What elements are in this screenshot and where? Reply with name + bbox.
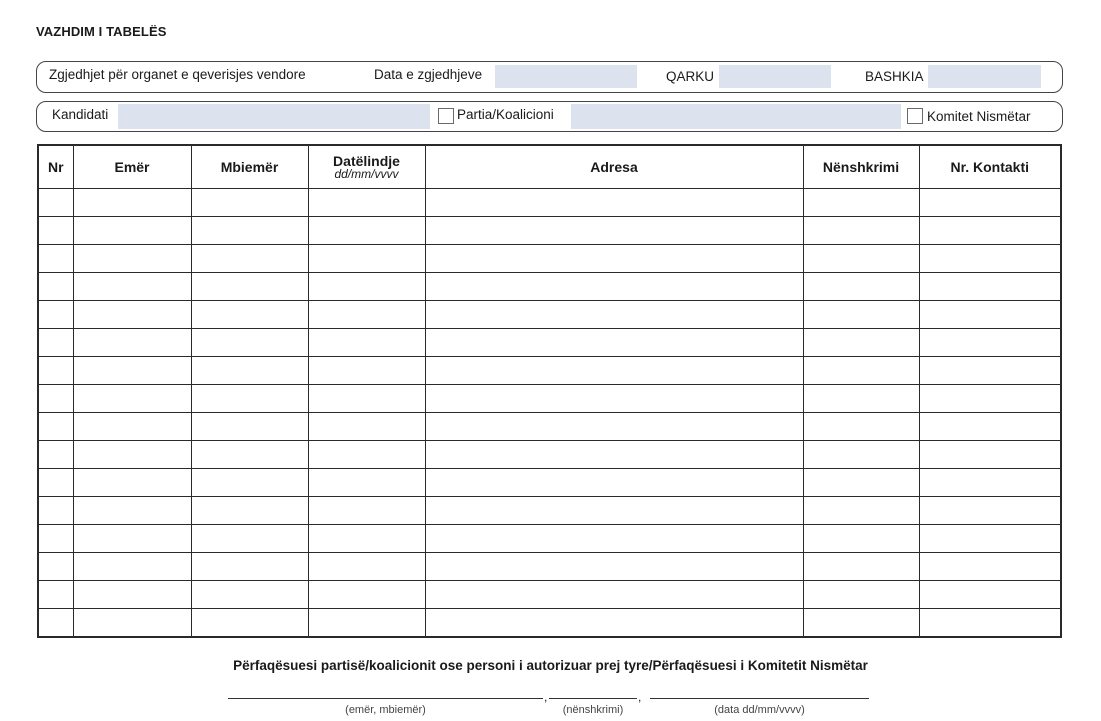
table-cell[interactable] bbox=[803, 301, 919, 329]
column-header-nr: Nr bbox=[38, 145, 73, 189]
table-cell[interactable] bbox=[425, 273, 803, 301]
table-cell[interactable] bbox=[425, 245, 803, 273]
table-cell[interactable] bbox=[803, 413, 919, 441]
table-cell[interactable] bbox=[38, 245, 73, 273]
table-cell[interactable] bbox=[803, 273, 919, 301]
table-cell[interactable] bbox=[308, 469, 425, 497]
table-cell[interactable] bbox=[191, 245, 308, 273]
table-cell[interactable] bbox=[919, 609, 1061, 638]
table-cell[interactable] bbox=[919, 329, 1061, 357]
qarku-label: QARKU bbox=[666, 69, 715, 84]
qarku-field[interactable] bbox=[719, 65, 831, 88]
table-cell[interactable] bbox=[308, 273, 425, 301]
table-cell[interactable] bbox=[191, 581, 308, 609]
committee-checkbox[interactable] bbox=[907, 108, 923, 124]
table-cell[interactable] bbox=[191, 525, 308, 553]
table-cell[interactable] bbox=[803, 469, 919, 497]
table-cell[interactable] bbox=[308, 609, 425, 638]
table-cell[interactable] bbox=[308, 581, 425, 609]
table-cell[interactable] bbox=[191, 385, 308, 413]
table-cell[interactable] bbox=[803, 609, 919, 638]
table-cell[interactable] bbox=[38, 329, 73, 357]
party-checkbox[interactable] bbox=[438, 108, 454, 124]
table-cell[interactable] bbox=[308, 441, 425, 469]
candidate-label: Kandidati bbox=[52, 107, 109, 122]
bashkia-label: BASHKIA bbox=[865, 69, 924, 84]
table-cell[interactable] bbox=[38, 497, 73, 525]
table-cell[interactable] bbox=[38, 525, 73, 553]
table-cell[interactable] bbox=[191, 357, 308, 385]
table-row bbox=[38, 525, 1061, 553]
representative-title: Përfaqësuesi partisë/koalicionit ose personi i autorizuar prej tyre/Përfaqësuesi i Komitetit Nismëtar bbox=[233, 658, 868, 673]
column-header-datelindje: Datëlindje dd/mm/vvvv bbox=[308, 145, 425, 189]
table-cell[interactable] bbox=[308, 497, 425, 525]
date-hint: (data dd/mm/vvvv) bbox=[714, 704, 805, 716]
table-cell[interactable] bbox=[191, 413, 308, 441]
signature-line[interactable] bbox=[549, 698, 637, 699]
election-date-label: Data e zgjedhjeve bbox=[374, 67, 483, 82]
table-cell[interactable] bbox=[38, 609, 73, 638]
table-cell[interactable] bbox=[425, 581, 803, 609]
table-cell[interactable] bbox=[425, 413, 803, 441]
table-cell[interactable] bbox=[73, 217, 191, 245]
table-cell[interactable] bbox=[73, 609, 191, 638]
table-cell[interactable] bbox=[919, 357, 1061, 385]
table-row bbox=[38, 329, 1061, 357]
table-cell[interactable] bbox=[191, 189, 308, 217]
date-format-hint: dd/mm/vvvv bbox=[334, 167, 399, 181]
table-cell[interactable] bbox=[191, 329, 308, 357]
table-cell[interactable] bbox=[425, 189, 803, 217]
table-cell[interactable] bbox=[919, 553, 1061, 581]
table-row bbox=[38, 217, 1061, 245]
table-cell[interactable] bbox=[425, 553, 803, 581]
table-cell[interactable] bbox=[919, 301, 1061, 329]
separator-comma: , bbox=[638, 690, 642, 704]
table-cell[interactable] bbox=[803, 553, 919, 581]
table-cell[interactable] bbox=[191, 497, 308, 525]
table-cell[interactable] bbox=[191, 609, 308, 638]
table-cell[interactable] bbox=[919, 441, 1061, 469]
table-cell[interactable] bbox=[73, 189, 191, 217]
table-cell[interactable] bbox=[425, 385, 803, 413]
table-cell[interactable] bbox=[919, 469, 1061, 497]
table-cell[interactable] bbox=[73, 525, 191, 553]
table-cell[interactable] bbox=[191, 441, 308, 469]
table-row bbox=[38, 497, 1061, 525]
table-cell[interactable] bbox=[308, 525, 425, 553]
table-cell[interactable] bbox=[919, 217, 1061, 245]
table-cell[interactable] bbox=[425, 217, 803, 245]
table-cell[interactable] bbox=[919, 525, 1061, 553]
table-cell[interactable] bbox=[308, 553, 425, 581]
table-cell[interactable] bbox=[919, 245, 1061, 273]
table-cell[interactable] bbox=[919, 273, 1061, 301]
table-cell[interactable] bbox=[803, 245, 919, 273]
table-row bbox=[38, 189, 1061, 217]
table-cell[interactable] bbox=[919, 497, 1061, 525]
table-cell[interactable] bbox=[803, 441, 919, 469]
table-cell[interactable] bbox=[425, 329, 803, 357]
table-cell[interactable] bbox=[38, 441, 73, 469]
table-cell[interactable] bbox=[191, 553, 308, 581]
table-cell[interactable] bbox=[803, 357, 919, 385]
table-row bbox=[38, 441, 1061, 469]
election-type-label: Zgjedhjet për organet e qeverisjes vendore bbox=[49, 67, 306, 82]
table-cell[interactable] bbox=[919, 413, 1061, 441]
table-cell[interactable] bbox=[191, 217, 308, 245]
table-cell[interactable] bbox=[308, 357, 425, 385]
name-hint: (emër, mbiemër) bbox=[345, 704, 426, 716]
table-body bbox=[38, 189, 1061, 638]
party-field[interactable] bbox=[571, 104, 901, 129]
table-cell[interactable] bbox=[803, 189, 919, 217]
election-date-field[interactable] bbox=[495, 65, 637, 88]
table-cell[interactable] bbox=[803, 385, 919, 413]
table-cell[interactable] bbox=[38, 301, 73, 329]
table-cell[interactable] bbox=[38, 385, 73, 413]
table-row bbox=[38, 609, 1061, 638]
table-cell[interactable] bbox=[73, 301, 191, 329]
table-cell[interactable] bbox=[73, 273, 191, 301]
bashkia-field[interactable] bbox=[928, 65, 1041, 88]
column-header-mbiemer: Mbiemër bbox=[191, 145, 308, 189]
date-signature-line[interactable] bbox=[650, 698, 869, 699]
table-cell[interactable] bbox=[425, 441, 803, 469]
table-row bbox=[38, 469, 1061, 497]
table-cell[interactable] bbox=[191, 273, 308, 301]
table-header-row bbox=[38, 145, 1061, 189]
table-row bbox=[38, 273, 1061, 301]
table-cell[interactable] bbox=[73, 245, 191, 273]
table-row bbox=[38, 301, 1061, 329]
column-header-emer: Emër bbox=[73, 145, 191, 189]
table-cell[interactable] bbox=[919, 581, 1061, 609]
table-cell[interactable] bbox=[308, 413, 425, 441]
table-cell[interactable] bbox=[308, 217, 425, 245]
table-cell[interactable] bbox=[73, 413, 191, 441]
table-cell[interactable] bbox=[38, 553, 73, 581]
table-row bbox=[38, 581, 1061, 609]
table-cell[interactable] bbox=[38, 581, 73, 609]
table-row bbox=[38, 413, 1061, 441]
table-cell[interactable] bbox=[425, 609, 803, 638]
table-cell[interactable] bbox=[73, 469, 191, 497]
table-cell[interactable] bbox=[38, 217, 73, 245]
table-cell[interactable] bbox=[425, 525, 803, 553]
column-header-adresa: Adresa bbox=[425, 145, 803, 189]
table-row bbox=[38, 385, 1061, 413]
table-cell[interactable] bbox=[191, 301, 308, 329]
name-signature-line[interactable] bbox=[228, 698, 543, 699]
candidate-field[interactable] bbox=[118, 104, 430, 129]
table-row bbox=[38, 553, 1061, 581]
table-cell[interactable] bbox=[38, 189, 73, 217]
table-cell[interactable] bbox=[73, 441, 191, 469]
table-cell[interactable] bbox=[73, 329, 191, 357]
table-cell[interactable] bbox=[803, 581, 919, 609]
column-header-nenshkrimi: Nënshkrimi bbox=[803, 145, 919, 189]
signatures-table bbox=[37, 144, 1062, 638]
table-cell[interactable] bbox=[308, 189, 425, 217]
table-cell[interactable] bbox=[38, 357, 73, 385]
table-cell[interactable] bbox=[425, 497, 803, 525]
table-cell[interactable] bbox=[191, 469, 308, 497]
party-label: Partia/Koalicioni bbox=[457, 107, 554, 122]
table-cell[interactable] bbox=[803, 217, 919, 245]
table-cell[interactable] bbox=[425, 357, 803, 385]
page-title: VAZHDIM I TABELËS bbox=[36, 24, 167, 39]
table-cell[interactable] bbox=[73, 385, 191, 413]
table-cell[interactable] bbox=[73, 357, 191, 385]
table-cell[interactable] bbox=[308, 301, 425, 329]
table-cell[interactable] bbox=[73, 497, 191, 525]
table-cell[interactable] bbox=[38, 413, 73, 441]
signature-hint: (nënshkrimi) bbox=[562, 704, 624, 716]
table-cell[interactable] bbox=[803, 525, 919, 553]
table-cell[interactable] bbox=[308, 245, 425, 273]
table-cell[interactable] bbox=[425, 301, 803, 329]
table-cell[interactable] bbox=[308, 329, 425, 357]
separator-comma: , bbox=[544, 690, 548, 704]
table-cell[interactable] bbox=[803, 329, 919, 357]
committee-label: Komitet Nismëtar bbox=[927, 109, 1031, 124]
table-cell[interactable] bbox=[73, 553, 191, 581]
table-cell[interactable] bbox=[919, 385, 1061, 413]
table-cell[interactable] bbox=[919, 189, 1061, 217]
table-cell[interactable] bbox=[38, 469, 73, 497]
table-cell[interactable] bbox=[803, 497, 919, 525]
column-header-nr-kontakti: Nr. Kontakti bbox=[919, 145, 1061, 189]
table-cell[interactable] bbox=[308, 385, 425, 413]
table-cell[interactable] bbox=[38, 273, 73, 301]
table-row bbox=[38, 245, 1061, 273]
table-cell[interactable] bbox=[73, 581, 191, 609]
table-row bbox=[38, 357, 1061, 385]
table-cell[interactable] bbox=[425, 469, 803, 497]
